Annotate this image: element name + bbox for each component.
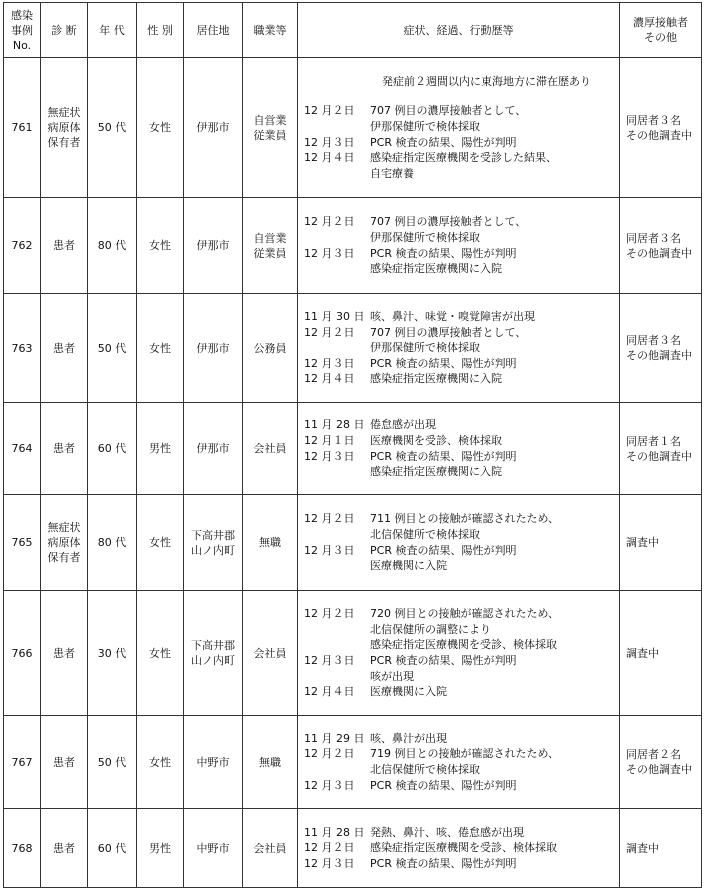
case-number-cell: 761 <box>4 58 41 198</box>
timeline-entry <box>304 325 615 341</box>
event-text: 北信保健所の調整により <box>370 622 491 636</box>
sex-cell: 女性 <box>137 591 184 716</box>
timeline-entry <box>304 433 615 449</box>
age-cell: 80 代 <box>88 495 137 591</box>
event-text: 咳、鼻汁が出現 <box>370 731 447 745</box>
timeline-entry <box>304 558 615 574</box>
residence-cell: 下高井郡 山ノ内町 <box>184 591 243 716</box>
event-date <box>304 119 370 135</box>
diagnosis-cell: 患者 <box>41 294 88 403</box>
diagnosis-cell: 無症状 病原体 保有者 <box>41 58 88 198</box>
header-residence: 居住地 <box>184 3 243 58</box>
timeline-entry <box>304 762 615 778</box>
timeline-entry <box>304 166 615 182</box>
header-age: 年 代 <box>88 3 137 58</box>
timeline-entry <box>304 684 615 700</box>
event-text: 707 例目の濃厚接触者として、 <box>370 104 527 118</box>
header-row <box>4 3 702 58</box>
timeline-entry <box>304 449 615 465</box>
sex-cell: 男性 <box>137 809 184 888</box>
residence-cell: 中野市 <box>184 809 243 888</box>
table-row <box>4 495 702 591</box>
event-text: 北信保健所で検体採取 <box>370 763 480 776</box>
event-text: PCR 検査の結果、陽性が判明 <box>370 449 517 463</box>
header-case-no: 感染 事例 No. <box>4 3 41 58</box>
timeline-entry <box>304 261 615 277</box>
event-text: 医療機関を受診、検体採取 <box>370 433 502 447</box>
timeline-entry <box>304 856 615 872</box>
symptoms-cell <box>298 591 620 716</box>
header-symptoms: 症状、経過、行動歴等 <box>298 3 620 58</box>
event-date: 11 月 28 日 <box>304 825 365 839</box>
symptoms-cell <box>298 495 620 591</box>
diagnosis-cell: 患者 <box>41 198 88 294</box>
event-date <box>304 637 370 653</box>
event-date <box>304 622 370 638</box>
case-number-cell: 764 <box>4 403 41 495</box>
event-date: 12 月２日 <box>304 325 355 339</box>
timeline-entry <box>304 637 615 653</box>
symptoms-cell <box>298 716 620 809</box>
event-text: 北信保健所で検体採取 <box>370 527 480 541</box>
event-date <box>304 230 370 246</box>
occupation-cell: 会社員 <box>243 591 298 716</box>
event-date: 12 月２日 <box>304 841 355 855</box>
event-date: 12 月２日 <box>304 607 355 621</box>
event-text: PCR 検査の結果、陽性が判明 <box>370 778 517 792</box>
event-text: 発熱、鼻汁、咳、倦怠感が出現 <box>370 825 524 839</box>
event-text: 医療機関に入院 <box>370 559 447 573</box>
timeline-entry <box>304 653 615 669</box>
residence-cell: 伊那市 <box>184 58 243 198</box>
age-cell: 50 代 <box>88 716 137 809</box>
timeline-entry <box>304 309 615 325</box>
contacts-cell: 同居者３名 その他調査中 <box>620 198 702 294</box>
event-text: 伊那保健所で検体採取 <box>370 230 480 244</box>
event-text: 医療機関に入院 <box>370 685 447 699</box>
sex-cell: 男性 <box>137 403 184 495</box>
occupation-cell: 自営業 従業員 <box>243 198 298 294</box>
contacts-cell: 調査中 <box>620 591 702 716</box>
occupation-cell: 無職 <box>243 495 298 591</box>
event-date <box>304 261 370 277</box>
travel-note-text: 発症前２週間以内に東海地方に滞在歴あり <box>382 74 591 88</box>
event-date: 12 月３日 <box>304 449 355 463</box>
case-number-cell: 762 <box>4 198 41 294</box>
timeline-entry <box>304 340 615 356</box>
event-date: 12 月２日 <box>304 512 355 526</box>
residence-cell: 中野市 <box>184 716 243 809</box>
event-text: 感染症指定医療機関を受診、検体採取 <box>370 638 557 652</box>
timeline-entry <box>304 746 615 762</box>
sex-cell: 女性 <box>137 294 184 403</box>
event-date: 12 月２日 <box>304 747 355 761</box>
age-cell: 60 代 <box>88 809 137 888</box>
travel-note <box>304 74 615 90</box>
event-text: PCR 検査の結果、陽性が判明 <box>370 856 517 870</box>
timeline-entry <box>304 214 615 230</box>
timeline-entry <box>304 103 615 119</box>
timeline-entry <box>304 150 615 166</box>
symptoms-cell <box>298 403 620 495</box>
timeline-entry <box>304 622 615 638</box>
timeline-entry <box>304 825 615 841</box>
timeline-entry <box>304 230 615 246</box>
timeline-entry <box>304 527 615 543</box>
event-text: 707 例目の濃厚接触者として、 <box>370 325 527 339</box>
sex-cell: 女性 <box>137 58 184 198</box>
event-text: 自宅療養 <box>370 166 414 180</box>
symptoms-cell <box>298 294 620 403</box>
occupation-cell: 無職 <box>243 716 298 809</box>
symptoms-cell <box>298 809 620 888</box>
occupation-cell: 公務員 <box>243 294 298 403</box>
occupation-cell: 会社員 <box>243 809 298 888</box>
event-text: 707 例目の濃厚接触者として、 <box>370 215 527 229</box>
timeline-entry <box>304 606 615 622</box>
timeline-entry <box>304 135 615 151</box>
event-date <box>304 762 370 778</box>
occupation-cell: 自営業 従業員 <box>243 58 298 198</box>
residence-cell: 伊那市 <box>184 403 243 495</box>
timeline-entry <box>304 840 615 856</box>
residence-cell: 伊那市 <box>184 294 243 403</box>
occupation-cell: 会社員 <box>243 403 298 495</box>
header-sex: 性 別 <box>137 3 184 58</box>
case-number-cell: 765 <box>4 495 41 591</box>
diagnosis-cell: 患者 <box>41 591 88 716</box>
event-date: 12 月３日 <box>304 356 355 370</box>
event-date <box>304 669 370 685</box>
age-cell: 80 代 <box>88 198 137 294</box>
timeline-entry <box>304 464 615 480</box>
sex-cell: 女性 <box>137 716 184 809</box>
event-text: PCR 検査の結果、陽性が判明 <box>370 543 517 557</box>
event-date: 12 月４日 <box>304 685 355 699</box>
event-text: 711 例目との接触が確認されたため、 <box>370 512 560 526</box>
contacts-cell: 同居者３名 その他調査中 <box>620 58 702 198</box>
timeline-entry <box>304 356 615 372</box>
contacts-cell: 同居者３名 その他調査中 <box>620 294 702 403</box>
header-contacts: 濃厚接触者 その他 <box>620 3 702 58</box>
contacts-cell: 同居者１名 その他調査中 <box>620 403 702 495</box>
event-date: 12 月３日 <box>304 246 355 260</box>
timeline-entry <box>304 778 615 794</box>
event-text: 感染症指定医療機関に入院 <box>370 465 502 479</box>
event-date: 11 月 29 日 <box>304 731 365 745</box>
table-row <box>4 198 702 294</box>
event-date <box>304 166 370 182</box>
event-date: 12 月４日 <box>304 151 355 165</box>
header-occupation: 職業等 <box>243 3 298 58</box>
event-date <box>304 558 370 574</box>
event-text: PCR 検査の結果、陽性が判明 <box>370 246 517 260</box>
header-diagnosis: 診 断 <box>41 3 88 58</box>
event-date <box>304 464 370 480</box>
table-row <box>4 403 702 495</box>
symptoms-cell <box>298 198 620 294</box>
event-date: 12 月４日 <box>304 372 355 386</box>
event-text: 感染症指定医療機関に入院 <box>370 372 502 386</box>
case-number-cell: 767 <box>4 716 41 809</box>
timeline-entry <box>304 731 615 747</box>
event-date: 12 月３日 <box>304 543 355 557</box>
event-date: 11 月 28 日 <box>304 418 365 432</box>
event-text: 倦怠感が出現 <box>370 418 436 432</box>
age-cell: 60 代 <box>88 403 137 495</box>
diagnosis-cell: 無症状 病原体 保有者 <box>41 495 88 591</box>
event-text: PCR 検査の結果、陽性が判明 <box>370 356 517 370</box>
age-cell: 50 代 <box>88 294 137 403</box>
event-text: 伊那保健所で検体採取 <box>370 119 480 133</box>
sex-cell: 女性 <box>137 495 184 591</box>
event-text: 感染症指定医療機関を受診、検体採取 <box>370 841 557 855</box>
event-text: 感染症指定医療機関に入院 <box>370 262 502 276</box>
event-text: 咳が出現 <box>370 669 414 683</box>
event-text: 720 例目との接触が確認されたため、 <box>370 607 560 621</box>
sex-cell: 女性 <box>137 198 184 294</box>
timeline-entry <box>304 669 615 685</box>
event-text: 719 例目との接触が確認されたため、 <box>370 747 560 761</box>
event-text: 咳、鼻汁、味覚・嗅覚障害が出現 <box>370 310 535 324</box>
event-date: 12 月２日 <box>304 104 355 118</box>
event-date <box>304 527 370 543</box>
event-text: 感染症指定医療機関を受診した結果、 <box>370 151 557 165</box>
event-date: 12 月２日 <box>304 215 355 229</box>
diagnosis-cell: 患者 <box>41 809 88 888</box>
timeline-entry <box>304 119 615 135</box>
event-date: 12 月３日 <box>304 654 355 667</box>
age-cell: 30 代 <box>88 591 137 716</box>
case-number-cell: 768 <box>4 809 41 888</box>
case-number-cell: 763 <box>4 294 41 403</box>
timeline-entry <box>304 543 615 559</box>
table-row <box>4 809 702 888</box>
residence-cell: 下高井郡 山ノ内町 <box>184 495 243 591</box>
event-date: 12 月３日 <box>304 778 355 792</box>
diagnosis-cell: 患者 <box>41 403 88 495</box>
contacts-cell: 調査中 <box>620 809 702 888</box>
event-date: 12 月３日 <box>304 856 355 870</box>
timeline-entry <box>304 511 615 527</box>
timeline-entry <box>304 417 615 433</box>
case-number-cell: 766 <box>4 591 41 716</box>
event-date <box>304 340 370 356</box>
table-row <box>4 58 702 198</box>
timeline-entry <box>304 246 615 262</box>
contacts-cell: 調査中 <box>620 495 702 591</box>
event-date: 12 月１日 <box>304 433 355 447</box>
timeline-entry <box>304 371 615 387</box>
event-text: 伊那保健所で検体採取 <box>370 341 480 355</box>
diagnosis-cell: 患者 <box>41 716 88 809</box>
event-text: PCR 検査の結果、陽性が判明 <box>370 135 517 149</box>
residence-cell: 伊那市 <box>184 198 243 294</box>
case-table-body <box>4 58 702 888</box>
event-date: 11 月 30 日 <box>304 310 365 324</box>
contacts-cell: 同居者２名 その他調査中 <box>620 716 702 809</box>
case-table <box>3 2 702 888</box>
event-text: PCR 検査の結果、陽性が判明 <box>370 654 517 667</box>
age-cell: 50 代 <box>88 58 137 198</box>
table-row <box>4 716 702 809</box>
symptoms-cell <box>298 58 620 198</box>
table-row <box>4 591 702 716</box>
table-row <box>4 294 702 403</box>
event-date: 12 月３日 <box>304 135 355 149</box>
